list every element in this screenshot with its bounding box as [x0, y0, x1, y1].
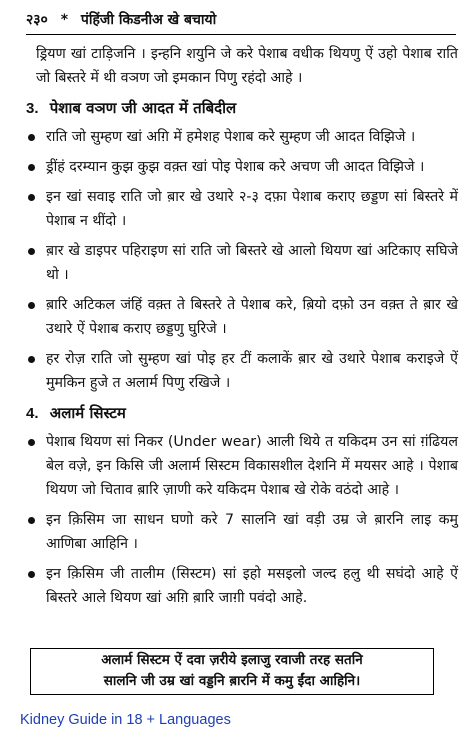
list-item: इन खां सवाइ राति जो ब़ार खे उथारे २-३ दफ़ा पेशाब कराए छड्डण सां बिस्तरे में पेशाब न थींदो । — [26, 185, 458, 233]
list-item: ड्रींहं दरम्यान कुझ कुझ वक़्त खां पोइ पेशाब करे अचण जी आदत विझिजे । — [26, 155, 458, 179]
bullet-icon — [28, 134, 35, 141]
header-divider — [26, 34, 456, 35]
bullet-icon — [28, 571, 35, 578]
footer-caption: Kidney Guide in 18 + Languages — [20, 712, 231, 728]
section-3-list — [26, 125, 458, 395]
page-header — [26, 10, 456, 30]
list-item: पेशाब थियण सां निकर (Under wear) आली थिये त यकिदम उन सां ग़ंढियल बेल वज़े, इन किसि जी अलार्म सिस्टम विकासशील देशनि में मयसर आहे । पेशाब थियण जो चिताव ब़ारि ज़ाणी करे यकिदम पेशाब खे रोके वठंदो आहे । — [26, 430, 458, 502]
bullet-icon — [28, 356, 35, 363]
bullet-icon — [28, 164, 35, 171]
page-content — [26, 42, 458, 616]
section-4-number: 4. — [26, 405, 39, 422]
header-separator: * — [60, 12, 69, 28]
list-item: ब़ार खे डाइपर पहिराइण सां राति जो बिस्तरे खे आलो थियण खां अटिकाए सघिजे थो । — [26, 239, 458, 287]
highlight-line-2: सालनि जी उम्र खां वड्डनि ब़ारनि में कमु ईंदा आहिनि। — [103, 673, 361, 689]
list-item: इन क़िसिम जा साधन घणो करे 7 सालनि खां वड़ी उम्र जे ब़ारनि लाइ कमु आणिबा आहिनि । — [26, 508, 458, 556]
section-3-title: पेशाब वञण जी आदत में तबिदील — [49, 99, 237, 117]
section-4-heading — [26, 401, 458, 426]
bullet-icon — [28, 194, 35, 201]
page-number: २३० — [26, 12, 48, 28]
highlight-line-1: अलार्म सिस्टम ऐं दवा ज़रीये इलाजु रवाजी तरह सतनि — [101, 652, 363, 668]
bullet-icon — [28, 248, 35, 255]
section-4-list — [26, 430, 458, 610]
list-item: ब़ारि अटिकल जंहिं वक़्त ते बिस्तरे ते पेशाब करे, ब़ियो दफ़ो उन वक़्त ते ब़ार खे उथारे ऐं पेशाब कराए छड्डणु घुरिजे । — [26, 293, 458, 341]
section-3-number: 3. — [26, 100, 39, 117]
highlight-box — [30, 648, 434, 695]
list-item: राति जो सुम्हण खां अग़ि में हमेशह पेशाब करे सुम्हण जी आदत विझिजे । — [26, 125, 458, 149]
bullet-icon — [28, 302, 35, 309]
section-4-title: अलार्म सिस्टम — [49, 404, 126, 422]
header-title: पंहिंजी किडनीअ खे बचायो — [80, 12, 217, 28]
intro-paragraph: ड्रियण खां टाड़िजनि । इन्हनि शयुनि जे करे पेशाब वधीक थियणु ऐं उहो पेशाब राति जो बिस्तरे में थी वञण जो इमकान पिणु रहंदो आहे । — [36, 46, 458, 86]
bullet-icon — [28, 439, 35, 446]
list-item: इन क़िसिम जी तालीम (सिस्टम) सां इहो मसइलो जल्द हलु थी सघंदो आहे ऐं बिस्तरे आले थियण खां अग़ि ब़ारि जाग़ी पवंदो आहे. — [26, 562, 458, 610]
section-3-heading — [26, 96, 458, 121]
list-item: हर रोज़ राति जो सुम्हण खां पोइ हर टीं कलाकें ब़ार खे उथारे पेशाब कराइजे ऐं मुमकिन हुजे त अलार्म पिणु रखिजे । — [26, 347, 458, 395]
bullet-icon — [28, 517, 35, 524]
